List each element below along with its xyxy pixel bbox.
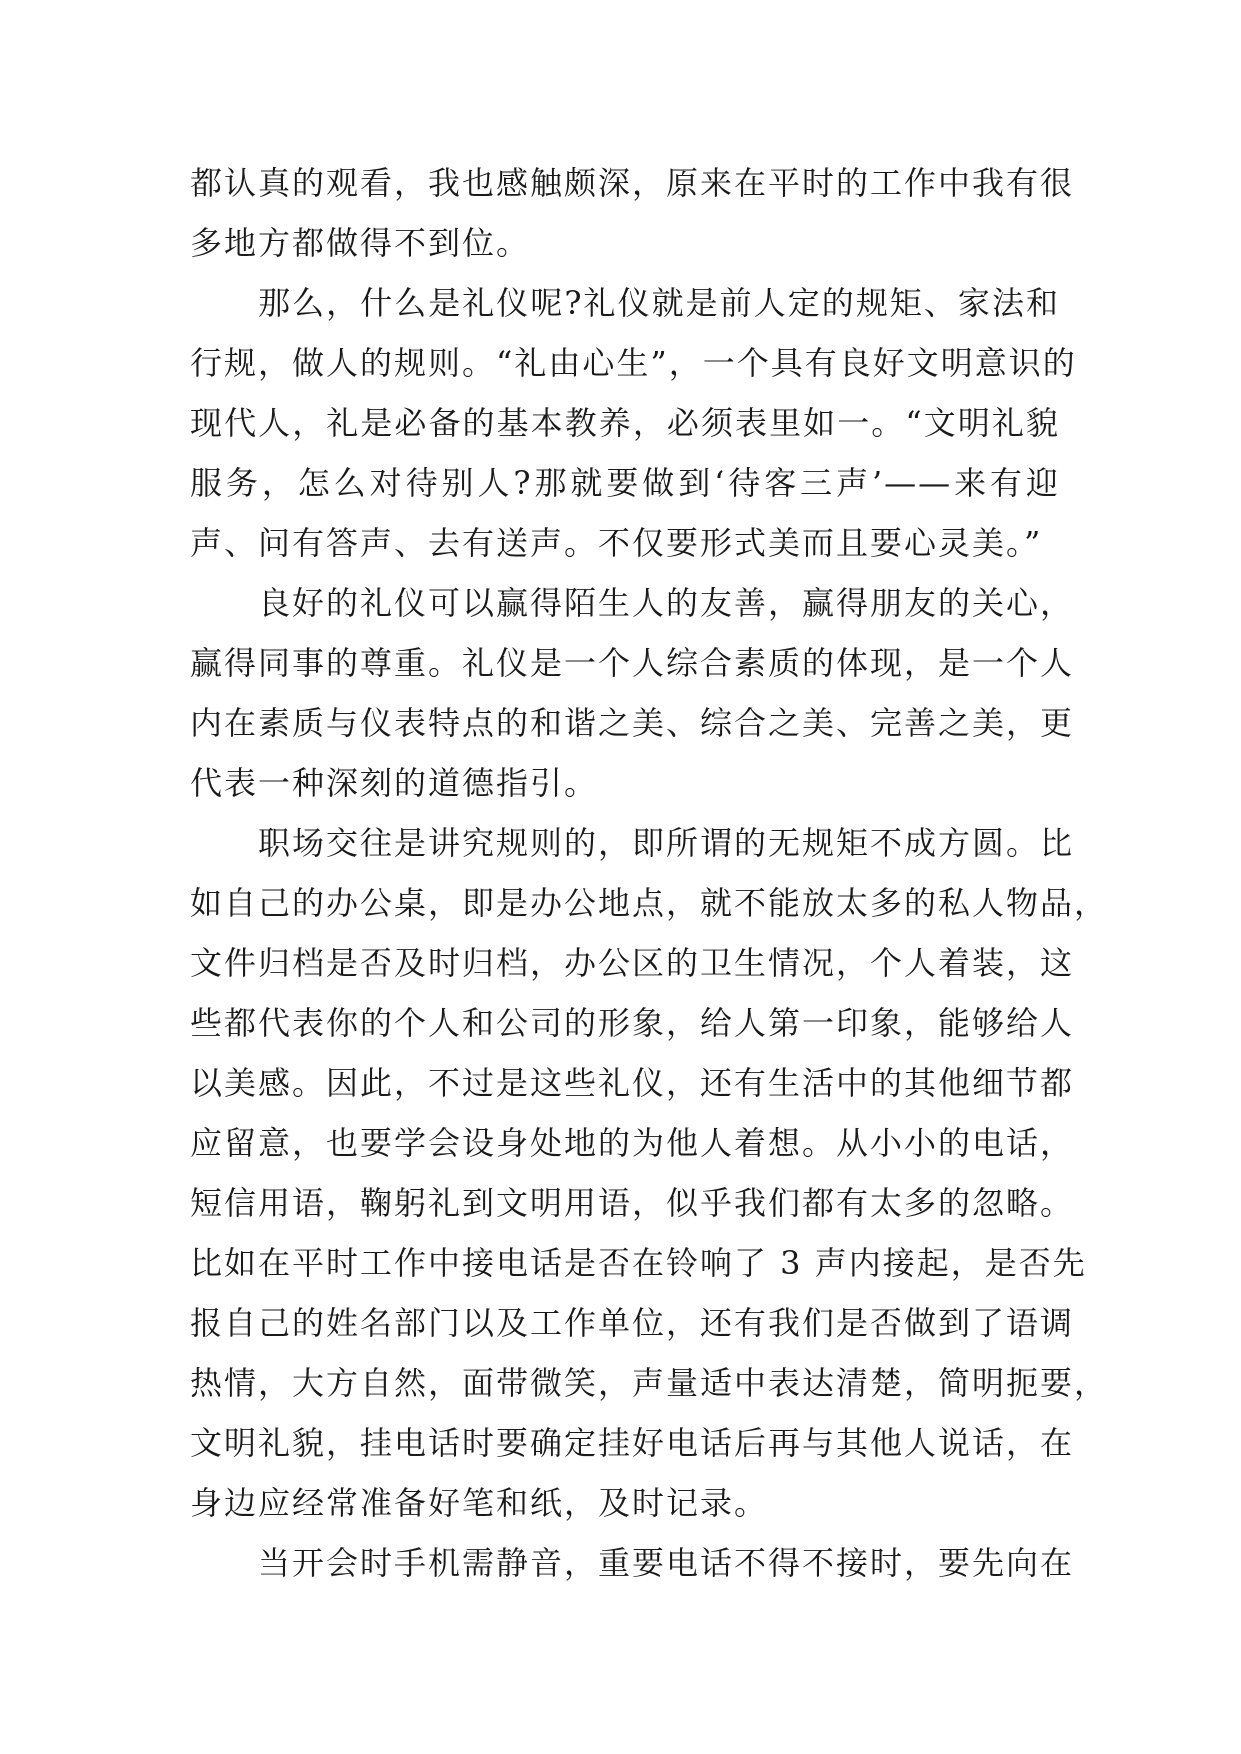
text-line: 内在素质与仪表特点的和谐之美、综合之美、完善之美，更 — [190, 704, 1075, 742]
text-line: 应留意，也要学会设身处地的为他人着想。从小小的电话， — [190, 1124, 1075, 1162]
paragraph-2 — [190, 273, 1077, 573]
paragraph-1 — [190, 153, 1075, 273]
paragraph-3 — [190, 573, 1075, 813]
text-line: 良好的礼仪可以赢得陌生人的友善，赢得朋友的关心， — [190, 584, 1075, 622]
text-line: 热情，大方自然，面带微笑，声量适中表达清楚，简明扼要， — [190, 1364, 1109, 1402]
text-line: 行规，做人的规则。“礼由心生”，一个具有良好文明意识的 — [190, 344, 1077, 382]
paragraph-4 — [190, 813, 1109, 1533]
text-line: 短信用语，鞠躬礼到文明用语，似乎我们都有太多的忽略。 — [190, 1184, 1075, 1222]
text-line: 文明礼貌，挂电话时要确定挂好电话后再与其他人说话，在 — [190, 1424, 1075, 1462]
text-line: 代表一种深刻的道德指引。 — [190, 764, 599, 802]
text-line: 些都代表你的个人和公司的形象，给人第一印象，能够给人 — [190, 1004, 1075, 1042]
text-line: 服务，怎么对待别人?那就要做到‘待客三声’——来有迎 — [190, 464, 1060, 502]
text-line: 多地方都做得不到位。 — [190, 224, 531, 262]
text-line: 现代人，礼是必备的基本教养，必须表里如一。“文明礼貌 — [190, 404, 1060, 442]
text-line: 文件归档是否及时归档，办公区的卫生情况，个人着装，这 — [190, 944, 1075, 982]
body-text — [190, 153, 1109, 1593]
text-line: 那么，什么是礼仪呢?礼仪就是前人定的规矩、家法和 — [190, 284, 1060, 322]
text-line: 职场交往是讲究规则的，即所谓的无规矩不成方圆。比 — [190, 824, 1075, 862]
text-line: 赢得同事的尊重。礼仪是一个人综合素质的体现，是一个人 — [190, 644, 1075, 682]
text-line: 都认真的观看，我也感触颇深，原来在平时的工作中我有很 — [190, 164, 1075, 202]
text-line: 报自己的姓名部门以及工作单位，还有我们是否做到了语调 — [190, 1304, 1075, 1342]
text-line: 身边应经常准备好笔和纸，及时记录。 — [190, 1484, 769, 1522]
text-line: 比如在平时工作中接电话是否在铃响了 3 声内接起，是否先 — [190, 1244, 1087, 1282]
text-line: 如自己的办公桌，即是办公地点，就不能放太多的私人物品， — [190, 884, 1109, 922]
paragraph-5 — [190, 1533, 1075, 1593]
text-line: 当开会时手机需静音，重要电话不得不接时，要先向在 — [190, 1544, 1075, 1582]
text-line: 声、问有答声、去有送声。不仅要形式美而且要心灵美。” — [190, 524, 1043, 562]
text-line: 以美感。因此，不过是这些礼仪，还有生活中的其他细节都 — [190, 1064, 1075, 1102]
